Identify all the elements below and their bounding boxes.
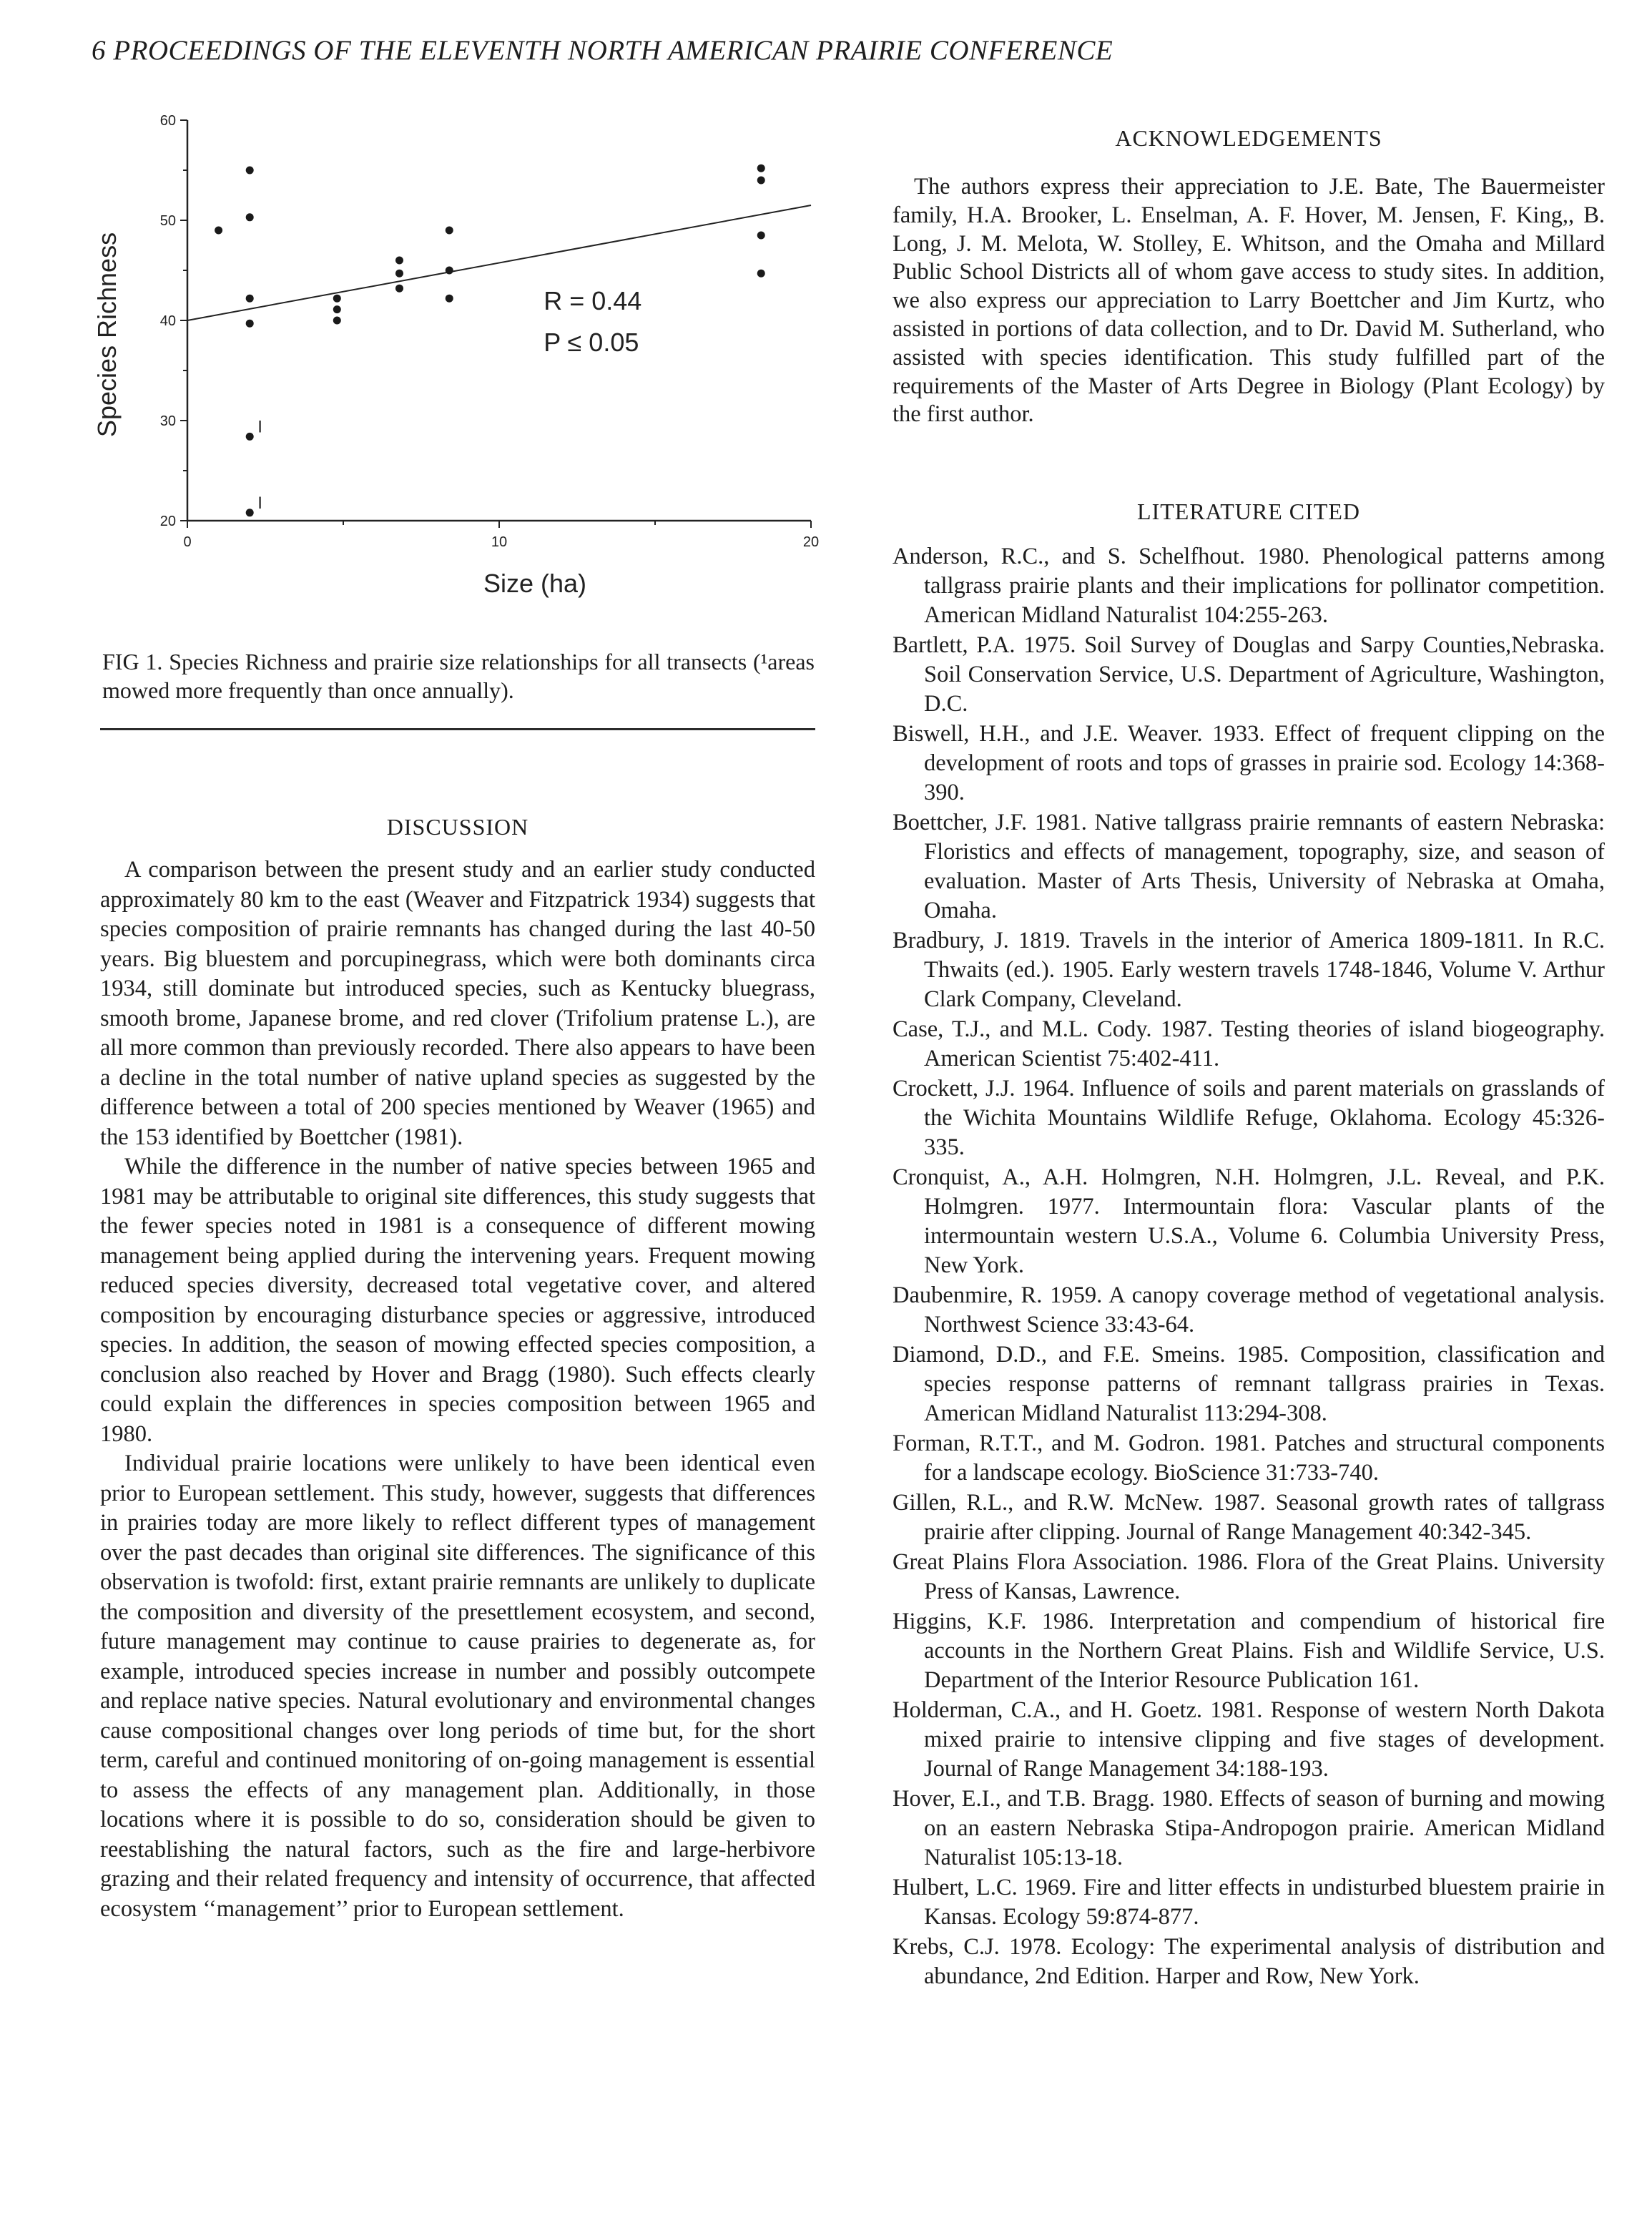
figure-divider <box>100 728 815 730</box>
reference-item: Hover, E.I., and T.B. Bragg. 1980. Effects of season of burning and mowing on an eastern Nebraska Stipa-Andropogon prairie. American Midland Naturalist 105:13-18. <box>893 1786 1605 1870</box>
reference-item: Diamond, D.D., and F.E. Smeins. 1985. Composition, classification and species response patterns of remnant tallgrass prairies in Texas. American Midland Naturalist 113:294-308. <box>893 1342 1605 1426</box>
data-point-mowed <box>246 509 254 516</box>
data-point <box>333 317 341 325</box>
data-point <box>757 165 765 172</box>
data-point <box>246 213 254 221</box>
figure-scatter-plot <box>79 104 822 619</box>
data-point <box>395 270 403 278</box>
x-tick-label: 10 <box>491 534 508 550</box>
acknowledgements-paragraph: The authors express their appreciation to J.E. Bate, The Bauermeister family, H.A. Brooker, L. Enselman, A. F. Hover, M. Jensen, F. King,, B. Long, J. M. Melota, W. Stolley, E. Whitson, and the Omaha and Millard Public School Districts all of whom gave access to study sites. In addition, we also express our appreciation to Larry Boettcher and Jim Kurtz, who assisted in portions of data collection, and to Dr. David M. Sutherland, who assisted with species identification. This study fulfilled part of the requirements of the Master of Arts Degree in Biology (Plant Ecology) by the first author. <box>893 174 1605 428</box>
reference-item: Higgins, K.F. 1986. Interpretation and compendium of historical fire accounts in the Northern Great Plains. Fish and Wildlife Service, U.S. Department of the Interior Resource Publication 161. <box>893 1609 1605 1693</box>
data-point <box>757 232 765 240</box>
y-tick-label: 30 <box>159 413 176 429</box>
reference-item: Biswell, H.H., and J.E. Weaver. 1933. Effect of frequent clipping on the development of roots and tops of grasses in prairie sod. Ecology 14:368-390. <box>893 721 1605 805</box>
regression-line <box>187 205 811 320</box>
discussion-paragraph: Individual prairie locations were unlikely to have been identical even prior to European settlement. This study, however, suggests that differences in prairies today are more likely to reflect different types of management over the past decades than original site differences. The significance of this observation is twofold: first, extant prairie remnants are unlikely to duplicate the composition and diversity of the presettlement ecosystem, and second, future management may continue to cause prairies to degenerate as, for example, introduced species increase in number and possibly outcompete and replace native species. Natural evolutionary and environmental changes cause compositional changes over long periods of time but, for the short term, careful and continued monitoring of on-going management is essential to assess the effects of any management plan. Additionally, in those locations where it is possible to do so, consideration should be given to reestablishing the natural factors, such as the fire and large-herbivore grazing and their related frequency and intensity of occurrence, that affected ecosystem ‘‘management’’ prior to European settlement. <box>100 1451 815 1922</box>
reference-item: Daubenmire, R. 1959. A canopy coverage method of vegetational analysis. Northwest Science 33:43-64. <box>893 1282 1605 1338</box>
discussion-body <box>100 855 815 1924</box>
data-point <box>246 167 254 175</box>
scatter-chart <box>79 104 822 619</box>
reference-item: Cronquist, A., A.H. Holmgren, N.H. Holmgren, J.L. Reveal, and P.K. Holmgren. 1977. Intermountain flora: Vascular plants of the intermountain western U.S.A., Volume 6. Columbia University Press, New York. <box>893 1164 1605 1278</box>
data-point <box>395 285 403 293</box>
reference-item: Holderman, C.A., and H. Goetz. 1981. Response of western North Dakota mixed prairie to intensive clipping and five stages of development. Journal of Range Management 34:188-193. <box>893 1697 1605 1782</box>
stat-p-annotation: P ≤ 0.05 <box>544 328 639 357</box>
discussion-title: DISCUSSION <box>386 814 529 840</box>
data-point <box>395 257 403 265</box>
reference-item: Great Plains Flora Association. 1986. Flora of the Great Plains. University Press of Kansas, Lawrence. <box>893 1549 1605 1604</box>
discussion-paragraph: A comparison between the present study and an earlier study conducted approximately 80 km to the east (Weaver and Fitzpatrick 1934) suggests that species composition of prairie remnants has changed during the last 40-50 years. Big bluestem and porcupinegrass, which were both dominants circa 1934, still dominate but introduced species, such as Kentucky bluegrass, smooth brome, Japanese brome, and red clover (Trifolium pratense L.), are all more common than previously recorded. There also appears to have been a decline in the total number of native upland species as suggested by the difference between a total of 200 species mentioned by Weaver (1965) and the 153 identified by Boettcher (1981). <box>100 857 815 1150</box>
reference-item: Boettcher, J.F. 1981. Native tallgrass prairie remnants of eastern Nebraska: Floristics and effects of management, topography, size, and season of evaluation. Master of Arts Thesis, University of Nebraska at Omaha, Omaha. <box>893 810 1605 923</box>
data-point <box>215 227 222 235</box>
reference-item: Crockett, J.J. 1964. Influence of soils and parent materials on grasslands of the Wichita Mountains Wildlife Refuge, Oklahoma. Ecology 45:326-335. <box>893 1076 1605 1160</box>
reference-list <box>893 542 1605 1992</box>
data-point <box>446 295 453 303</box>
data-point <box>246 320 254 328</box>
figure-caption: FIG 1. Species Richness and prairie size relationships for all transects (¹areas mowed more frequently than once annually). <box>102 649 815 703</box>
acknowledgements-body <box>893 173 1605 429</box>
data-point <box>333 295 341 303</box>
reference-item: Anderson, R.C., and S. Schelfhout. 1980. Phenological patterns among tallgrass prairie plants and their implications for pollinator competition. American Midland Naturalist 104:255-263. <box>893 544 1605 628</box>
y-tick-label: 50 <box>159 213 176 229</box>
data-point <box>333 305 341 313</box>
reference-item: Bartlett, P.A. 1975. Soil Survey of Douglas and Sarpy Counties,Nebraska. Soil Conservation Service, U.S. Department of Agriculture, Washington, D.C. <box>893 632 1605 717</box>
y-axis-title: Species Richness <box>92 232 122 438</box>
x-tick-label: 20 <box>802 534 820 550</box>
reference-item: Hulbert, L.C. 1969. Fire and litter effects in undisturbed bluestem prairie in Kansas. Ecology 59:874-877. <box>893 1875 1605 1930</box>
literature-title: LITERATURE CITED <box>1137 499 1360 524</box>
discussion-paragraph: While the difference in the number of native species between 1965 and 1981 may be attributable to original site differences, this study suggests that the fewer species noted in 1981 is a consequence of different mowing management being applied during the intervening years. Frequent mowing reduced species diversity, decreased total vegetative cover, and altered composition by encouraging disturbance species or aggressive, introduced species. In addition, the season of mowing effected species composition, a conclusion also reached by Hover and Bragg (1980). Such effects clearly could explain the differences in species composition between 1965 and 1980. <box>100 1154 815 1447</box>
data-point <box>757 270 765 278</box>
data-point <box>757 177 765 185</box>
y-tick-label: 40 <box>159 313 176 329</box>
data-point <box>446 227 453 235</box>
reference-item: Forman, R.T.T., and M. Godron. 1981. Patches and structural components for a landscape ecology. BioScience 31:733-740. <box>893 1430 1605 1486</box>
data-point <box>246 295 254 303</box>
reference-item: Bradbury, J. 1819. Travels in the interior of America 1809-1811. In R.C. Thwaits (ed.). 1905. Early western travels 1748-1846, Volume V. Arthur Clark Company, Cleveland. <box>893 928 1605 1012</box>
reference-item: Gillen, R.L., and R.W. McNew. 1987. Seasonal growth rates of tallgrass prairie after clipping. Journal of Range Management 40:342-345. <box>893 1490 1605 1545</box>
mowed-marker: I <box>257 493 262 513</box>
reference-item: Krebs, C.J. 1978. Ecology: The experimental analysis of distribution and abundance, 2nd Edition. Harper and Row, New York. <box>893 1934 1605 1989</box>
reference-item: Case, T.J., and M.L. Cody. 1987. Testing theories of island biogeography. American Scientist 75:402-411. <box>893 1016 1605 1071</box>
x-axis-title: Size (ha) <box>483 569 587 598</box>
data-point <box>446 267 453 275</box>
data-point-mowed <box>246 433 254 441</box>
running-head: 6 PROCEEDINGS OF THE ELEVENTH NORTH AMERICAN PRAIRIE CONFERENCE <box>92 35 1113 66</box>
x-tick-label: 0 <box>183 534 192 550</box>
y-tick-label: 60 <box>159 113 176 129</box>
mowed-marker: I <box>257 417 262 437</box>
y-tick-label: 20 <box>159 514 176 529</box>
acknowledgements-title: ACKNOWLEDGEMENTS <box>1115 125 1382 151</box>
stat-r-annotation: R = 0.44 <box>544 286 642 315</box>
